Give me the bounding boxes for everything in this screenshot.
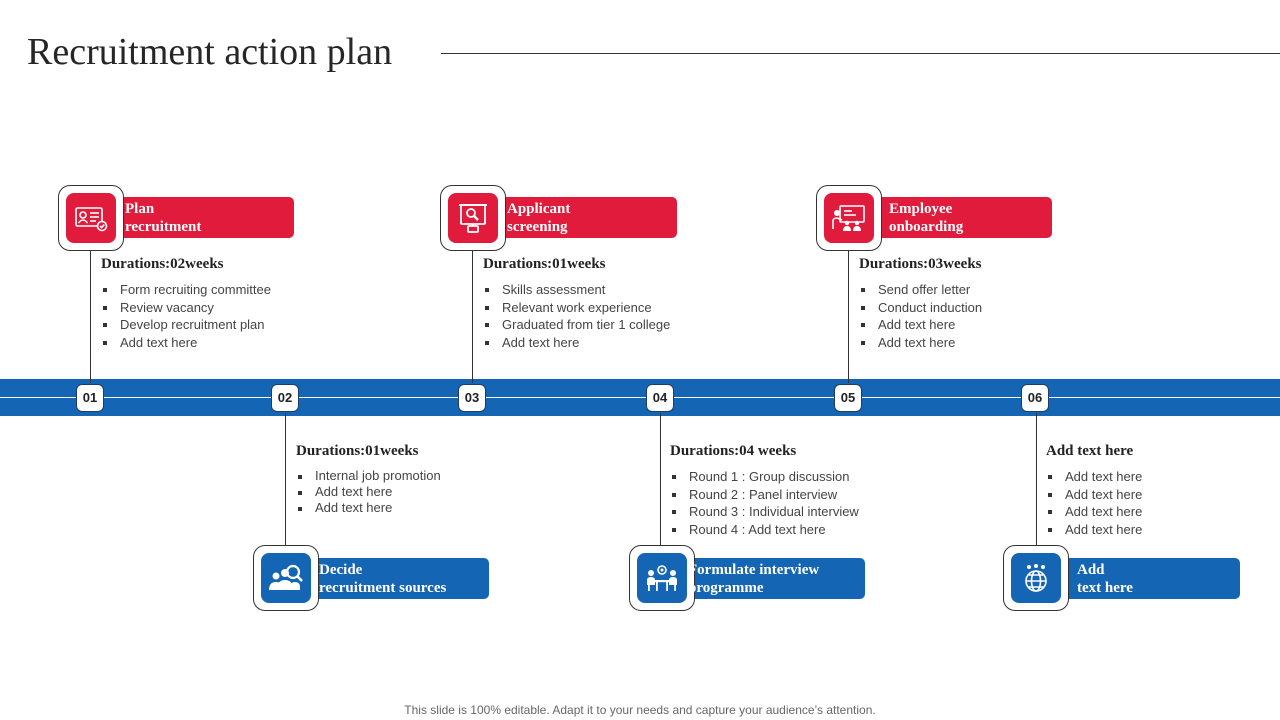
icon-box-06 <box>1011 553 1061 603</box>
step-duration-04: Durations:04 weeks <box>670 443 797 459</box>
presentation-icon <box>832 203 866 233</box>
list-item: Round 1 : Group discussion <box>670 468 859 486</box>
connector-line-05 <box>848 251 849 383</box>
globe-icon <box>1020 562 1052 594</box>
step-number-03: 03 <box>458 384 486 412</box>
step-list-05 <box>859 281 982 351</box>
step-title-01-line1: Plan <box>125 201 155 217</box>
step-title-04-line1: Formulate interview <box>688 562 820 578</box>
step-duration-05: Durations:03weeks <box>859 256 982 272</box>
step-duration-01: Durations:02weeks <box>101 256 224 272</box>
list-item: Add text here <box>859 334 982 352</box>
list-item: Add text here <box>1046 503 1142 521</box>
list-item: Round 4 : Add text here <box>670 521 859 539</box>
step-number-01: 01 <box>76 384 104 412</box>
screening-icon <box>458 202 488 234</box>
step-number-04: 04 <box>646 384 674 412</box>
step-title-06-line1: Add <box>1077 562 1105 578</box>
step-title-03-line1: Applicant <box>507 201 571 217</box>
connector-line-04 <box>660 413 661 546</box>
list-item: Review vacancy <box>101 299 271 317</box>
icon-box-05 <box>824 193 874 243</box>
list-item: Form recruiting committee <box>101 281 271 299</box>
step-title-04 <box>688 561 819 597</box>
title-rule <box>441 53 1280 54</box>
step-title-02-line2: recruitment sources <box>319 580 447 596</box>
interview-icon <box>645 563 679 593</box>
list-item: Develop recruitment plan <box>101 316 271 334</box>
step-list-02 <box>296 468 441 516</box>
list-item: Internal job promotion <box>296 468 441 484</box>
list-item: Add text here <box>296 484 441 500</box>
connector-line-03 <box>472 251 473 383</box>
list-item: Skills assessment <box>483 281 670 299</box>
list-item: Add text here <box>1046 521 1142 539</box>
step-title-05-line2: onboarding <box>889 219 964 235</box>
connector-line-02 <box>285 413 286 546</box>
icon-box-04 <box>637 553 687 603</box>
people-search-icon <box>268 563 304 593</box>
step-duration-02: Durations:01weeks <box>296 443 419 459</box>
step-title-06 <box>1077 561 1133 597</box>
list-item: Add text here <box>859 316 982 334</box>
step-number-05: 05 <box>834 384 862 412</box>
connector-line-01 <box>90 251 91 383</box>
step-title-02 <box>319 561 446 597</box>
icon-box-02 <box>261 553 311 603</box>
step-number-06: 06 <box>1021 384 1049 412</box>
footer-note: This slide is 100% editable. Adapt it to your needs and capture your audience’s attention. <box>404 703 876 717</box>
step-list-04 <box>670 468 859 538</box>
step-title-05-line1: Employee <box>889 201 953 217</box>
list-item: Add text here <box>1046 486 1142 504</box>
list-item: Round 2 : Panel interview <box>670 486 859 504</box>
step-title-01-line2: recruitment <box>125 219 202 235</box>
step-number-02: 02 <box>271 384 299 412</box>
connector-line-06 <box>1036 413 1037 546</box>
list-item: Graduated from tier 1 college <box>483 316 670 334</box>
list-item: Relevant work experience <box>483 299 670 317</box>
page-title: Recruitment action plan <box>27 31 393 73</box>
step-title-03-line2: screening <box>507 219 568 235</box>
step-title-03 <box>507 200 570 236</box>
step-duration-06: Add text here <box>1046 443 1134 459</box>
step-title-05 <box>889 200 963 236</box>
step-title-02-line1: Decide <box>319 562 363 578</box>
icon-box-01 <box>66 193 116 243</box>
list-item: Round 3 : Individual interview <box>670 503 859 521</box>
step-list-06 <box>1046 468 1142 538</box>
timeline-center-line <box>0 397 1280 398</box>
icon-box-03 <box>448 193 498 243</box>
step-title-04-line2: programme <box>688 580 764 596</box>
list-item: Conduct induction <box>859 299 982 317</box>
step-title-01 <box>125 200 201 236</box>
step-title-06-line2: text here <box>1077 580 1133 596</box>
list-item: Add text here <box>296 500 441 516</box>
step-duration-03: Durations:01weeks <box>483 256 606 272</box>
resume-icon <box>74 204 108 232</box>
list-item: Add text here <box>1046 468 1142 486</box>
step-list-01 <box>101 281 271 351</box>
list-item: Add text here <box>483 334 670 352</box>
list-item: Add text here <box>101 334 271 352</box>
step-list-03 <box>483 281 670 351</box>
list-item: Send offer letter <box>859 281 982 299</box>
